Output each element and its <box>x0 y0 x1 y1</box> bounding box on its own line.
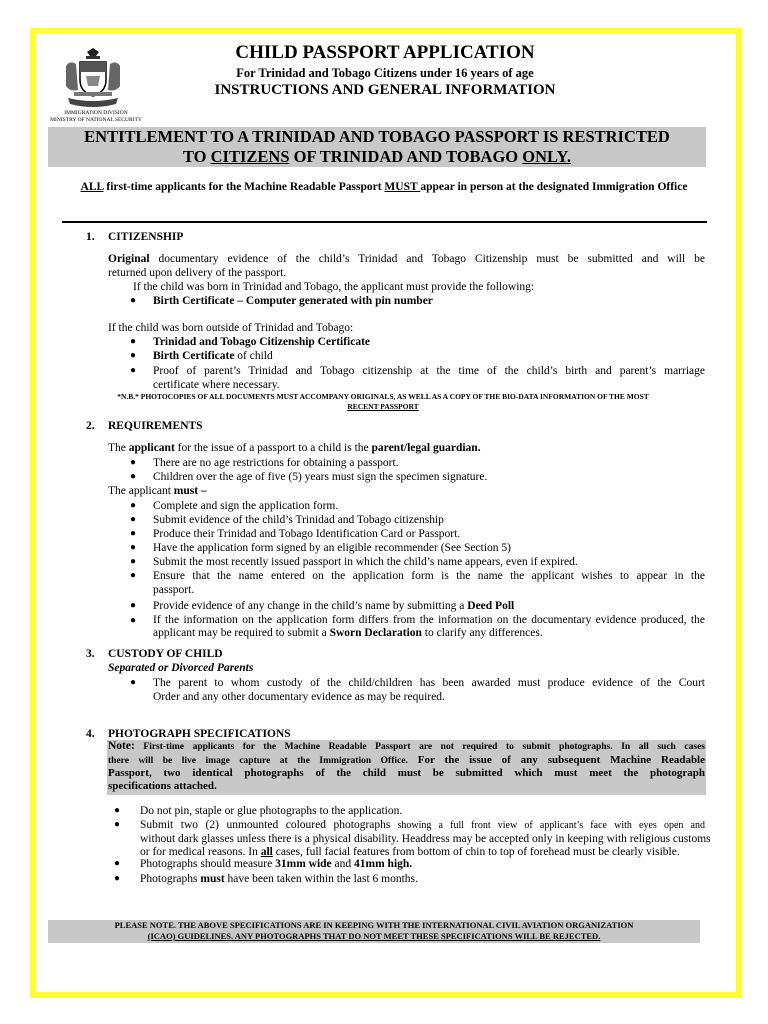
text: showing a full front view of applicant’s face with eyes open and <box>390 820 705 831</box>
text: Photographs should measure <box>140 858 276 870</box>
section-number: 2. <box>86 420 95 432</box>
list-item <box>140 872 418 886</box>
bullet-icon: ● <box>130 600 137 611</box>
text: 31mm wide <box>275 858 332 870</box>
bullet-icon: ● <box>114 819 121 830</box>
first-time-notice <box>48 181 720 193</box>
text: 41mm high. <box>354 858 413 870</box>
text: OF TRINIDAD AND TOBAGO <box>289 147 523 166</box>
bullet-icon: ● <box>130 471 137 482</box>
text: all <box>260 846 273 858</box>
section-subtitle: Separated or Divorced Parents <box>108 662 254 674</box>
note-line: Passport, two identical photographs of the child must be submitted which must meet the photograph <box>108 767 705 779</box>
paragraph: If the child was born in Trinidad and Tobago, the applicant must provide the following: <box>133 281 535 293</box>
text: and <box>331 858 355 870</box>
bullet-icon: ● <box>114 805 121 816</box>
text: cases, full facial features from bottom of chin to top of forehead must be clearly visible. <box>272 846 680 858</box>
nb-notice <box>58 392 708 411</box>
crest-caption-line: IMMIGRATION DIVISION <box>64 110 128 116</box>
list-item: certificate where necessary. <box>153 379 280 391</box>
note-line: specifications attached. <box>108 780 217 792</box>
list-item: passport. <box>153 584 195 596</box>
text: documentary evidence of the child’s Trinidad and Tobago Citizenship must be submitted and will be <box>149 253 705 265</box>
text: of child <box>234 350 273 362</box>
bullet-icon: ● <box>130 500 137 511</box>
text: For the issue of any subsequent Machine Readable <box>407 754 706 766</box>
icao-line: PLEASE NOTE. THE ABOVE SPECIFICATIONS ARE IN KEEPING WITH THE INTERNATIONAL CIVIL AVIATION ORGANIZATION <box>114 920 634 930</box>
nb-line: *N.B.* PHOTOCOPIES OF ALL DOCUMENTS MUST ACCOMPANY ORIGINALS, AS WELL AS A COPY OF THE BIO-DATA INFORMATION OF THE MOST <box>117 392 649 401</box>
page-heading: INSTRUCTIONS AND GENERAL INFORMATION <box>214 82 556 98</box>
icao-notice <box>48 920 700 943</box>
bullet-icon: ● <box>130 350 137 361</box>
entitlement-line: ENTITLEMENT TO A TRINIDAD AND TOBAGO PASSPORT IS RESTRICTED <box>84 127 670 146</box>
list-item: Submit evidence of the child’s Trinidad and Tobago citizenship <box>153 514 444 526</box>
list-item: The parent to whom custody of the child/children has been awarded must produce evidence of the Court <box>153 677 705 689</box>
text: to clarify any differences. <box>421 627 543 639</box>
icao-line: (ICAO) GUIDELINES. ANY PHOTOGRAPHS THAT DO NOT MEET THESE SPECIFICATIONS WILL BE REJECTED. <box>147 931 601 941</box>
list-item <box>153 349 273 363</box>
section-number: 4. <box>86 728 95 740</box>
list-item: without dark glasses unless there is a physical disability. Headdress may be accepted only in keeping with religious customs <box>140 833 711 845</box>
list-item <box>140 818 705 832</box>
entitlement-banner <box>48 127 706 167</box>
text: TO <box>182 147 211 166</box>
bullet-icon: ● <box>130 570 137 581</box>
divider <box>62 221 707 223</box>
paragraph: returned upon delivery of the passport. <box>108 267 287 279</box>
text: applicant <box>128 442 175 454</box>
bullet-icon: ● <box>130 336 137 347</box>
text: MUST <box>384 181 421 193</box>
section-number: 3. <box>86 648 95 660</box>
nb-line: RECENT PASSPORT <box>347 401 419 411</box>
list-item: Submit the most recently issued passport in which the child’s name appears, even if expired. <box>153 556 578 568</box>
paragraph <box>108 252 705 266</box>
list-item: There are no age restrictions for obtaining a passport. <box>153 457 399 469</box>
text: First-time applicants for the Machine Readable Passport are not required to submit photographs. In all such cases <box>134 742 705 752</box>
text: applicant may be required to submit a <box>153 627 330 639</box>
crest-caption <box>36 110 156 123</box>
list-item: Order and any other documentary evidence as may be required. <box>153 691 445 703</box>
list-item <box>153 599 514 613</box>
paragraph <box>108 484 207 498</box>
list-item: Produce their Trinidad and Tobago Identification Card or Passport. <box>153 528 461 540</box>
text: Submit two (2) unmounted coloured photographs <box>140 819 391 831</box>
bullet-icon: ● <box>130 528 137 539</box>
section-title: CUSTODY OF CHILD <box>108 648 223 660</box>
entitlement-line <box>48 147 706 167</box>
text: Photographs <box>140 873 201 885</box>
text: first-time applicants for the Machine Readable Passport <box>103 181 385 193</box>
note-label: Note: <box>108 740 135 752</box>
text: have been taken within the last 6 months. <box>224 873 418 885</box>
bullet-icon: ● <box>130 514 137 525</box>
text: Sworn Declaration <box>329 627 422 639</box>
bullet-icon: ● <box>114 858 121 869</box>
bullet-icon: ● <box>130 556 137 567</box>
paragraph <box>108 441 481 455</box>
bullet-icon: ● <box>130 295 137 306</box>
page-subtitle: For Trinidad and Tobago Citizens under 16 years of age <box>236 66 534 80</box>
note-line <box>108 740 705 754</box>
text: there will be live image capture at the Immigration Office. <box>108 756 408 766</box>
list-item: If the information on the application form differs from the information on the documentary evidence produced, the <box>153 614 705 626</box>
section-title: REQUIREMENTS <box>108 420 203 432</box>
list-item: Ensure that the name entered on the application form is the name the applicant wishes to appear in the <box>153 570 705 582</box>
bullet-icon: ● <box>130 677 137 688</box>
text: ALL <box>80 181 104 193</box>
coat-of-arms-icon <box>60 46 126 112</box>
list-item: Complete and sign the application form. <box>153 500 339 512</box>
text: parent/legal guardian. <box>371 442 481 454</box>
bullet-icon: ● <box>130 615 137 626</box>
photo-note <box>107 740 706 795</box>
note-line <box>108 754 705 768</box>
section-number: 1. <box>86 231 95 243</box>
list-item: Trinidad and Tobago Citizenship Certificate <box>153 336 371 348</box>
list-item: Have the application form signed by an eligible recommender (See Section 5) <box>153 542 511 554</box>
bullet-icon: ● <box>114 873 121 884</box>
text: Provide evidence of any change in the child’s name by submitting a <box>153 600 468 612</box>
crest-caption-line: MINISTRY OF NATIONAL SECURITY <box>50 116 142 123</box>
text: The applicant <box>108 485 174 497</box>
text: Birth Certificate <box>153 350 235 362</box>
paragraph: If the child was born outside of Trinidad and Tobago: <box>108 322 354 334</box>
list-item: Proof of parent’s Trinidad and Tobago citizenship at the time of the child’s birth and parent’s marriage <box>153 365 705 377</box>
text: or for medical reasons. In <box>140 846 261 858</box>
bullet-icon: ● <box>130 457 137 468</box>
list-item: Birth Certificate – Computer generated with pin number <box>153 295 433 307</box>
text: Deed Poll <box>467 600 515 612</box>
text: Original <box>108 253 150 265</box>
bullet-icon: ● <box>130 365 137 376</box>
list-item <box>140 857 412 871</box>
section-title: CITIZENSHIP <box>108 231 184 243</box>
text: appear in person at the designated Immigration Office <box>420 181 688 193</box>
list-item: Do not pin, staple or glue photographs to the application. <box>140 805 403 817</box>
text: The <box>108 442 129 454</box>
text: must – <box>173 485 207 497</box>
text: ONLY. <box>522 147 572 166</box>
text: for the issue of a passport to a child is the <box>174 442 372 454</box>
list-item <box>153 626 543 640</box>
text: CITIZENS <box>210 147 290 166</box>
section-title: PHOTOGRAPH SPECIFICATIONS <box>108 728 291 740</box>
page-title: CHILD PASSPORT APPLICATION <box>235 42 535 63</box>
list-item: Children over the age of five (5) years must sign the specimen signature. <box>153 471 488 483</box>
bullet-icon: ● <box>130 542 137 553</box>
text: must <box>200 873 225 885</box>
